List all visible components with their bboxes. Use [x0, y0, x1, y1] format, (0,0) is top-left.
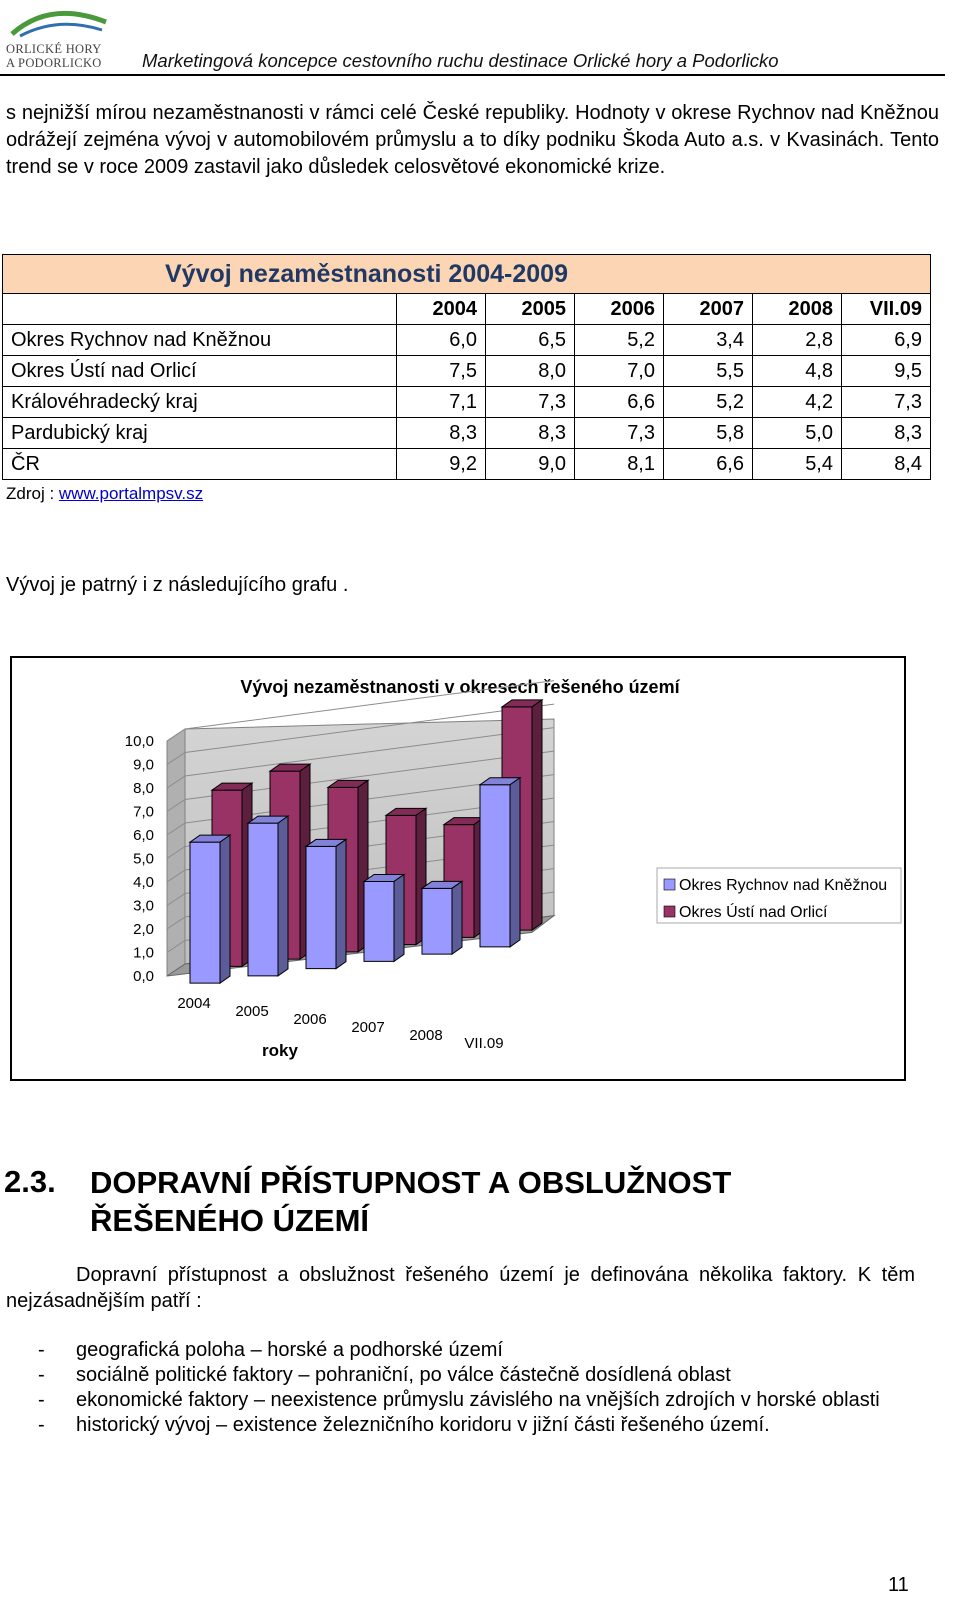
chart-title: Vývoj nezaměstnanosti v okresech řešeného území	[240, 677, 680, 697]
table-cell: 8,3	[486, 418, 575, 449]
table-cell: 9,5	[842, 356, 931, 387]
table-cell: 8,1	[575, 449, 664, 480]
year-header: 2007	[664, 294, 753, 325]
x-tick-label: 2007	[351, 1019, 385, 1036]
chart-bar-side	[220, 835, 230, 983]
table-row	[3, 418, 931, 449]
chart-bar	[480, 785, 510, 947]
page-header	[0, 0, 960, 80]
table-source	[6, 484, 203, 504]
table-cell: 5,2	[575, 325, 664, 356]
page-number: 11	[888, 1574, 909, 1596]
list-item-text: geografická poloha – horské a podhorské území	[76, 1339, 503, 1361]
chart-bar	[422, 888, 452, 954]
y-tick-label: 3,0	[133, 897, 154, 915]
table-cell: 4,8	[753, 356, 842, 387]
y-tick-label: 7,0	[133, 803, 154, 821]
header-divider	[0, 74, 945, 76]
table-cell: 9,2	[397, 449, 486, 480]
row-label: Okres Ústí nad Orlicí	[3, 356, 397, 387]
list-item-text: ekonomické faktory – neexistence průmyslu závislého na vnějších zdrojích v horské oblasti	[76, 1389, 880, 1411]
list-item: - geografická poloha – horské a podhorské území	[38, 1339, 503, 1361]
logo-text-line2: A PODORLICKO	[6, 56, 102, 70]
y-tick-label: 5,0	[133, 850, 154, 868]
table-cell: 7,3	[486, 387, 575, 418]
year-header: 2005	[486, 294, 575, 325]
unemployment-table	[2, 254, 931, 480]
table-cell: 8,3	[397, 418, 486, 449]
table-cell: 5,2	[664, 387, 753, 418]
unemployment-chart	[10, 656, 906, 1081]
factor-list	[0, 1338, 930, 1438]
y-tick-label: 1,0	[133, 944, 154, 962]
chart-intro-text: Vývoj je patrný i z následujícího grafu .	[6, 574, 349, 596]
list-item-text: historický vývoj – existence železničního koridoru v jižní části řešeného území.	[76, 1414, 770, 1436]
table-cell: 2,8	[753, 325, 842, 356]
table-cell: 3,4	[664, 325, 753, 356]
chart-legend	[657, 868, 901, 923]
table-row	[3, 449, 931, 480]
table-cell: 7,3	[842, 387, 931, 418]
list-item: - ekonomické faktory – neexistence průmyslu závislého na vnějších zdrojích v horské oblasti	[38, 1389, 880, 1411]
y-tick-label: 4,0	[133, 874, 154, 891]
chart-bar	[248, 823, 278, 976]
table-header-empty	[3, 294, 397, 325]
table-row	[3, 356, 931, 387]
legend-label-rychnov: Okres Rychnov nad Kněžnou	[679, 877, 888, 894]
table-cell: 8,0	[486, 356, 575, 387]
row-label: ČR	[3, 449, 397, 480]
chart-y-axis	[125, 733, 154, 985]
y-tick-label: 2,0	[133, 921, 154, 938]
legend-label-usti: Okres Ústí nad Orlicí	[679, 904, 828, 921]
chart-bar-side	[532, 700, 542, 930]
x-tick-label: 2004	[177, 995, 211, 1012]
year-header: 2008	[753, 294, 842, 325]
chart-bar-side	[278, 816, 288, 976]
logo-text-line1: ORLICKÉ HORY	[6, 42, 102, 56]
section-number: 2.3.	[4, 1164, 56, 1199]
section-paragraph: Dopravní přístupnost a obslužnost řešeného území je definována několika faktory. K těm nejzásadnějším patří :	[6, 1264, 915, 1312]
chart-bar	[190, 842, 220, 983]
logo-mountains-icon	[10, 4, 110, 38]
table-cell: 7,5	[397, 356, 486, 387]
y-tick-label: 10,0	[124, 733, 154, 750]
table-cell: 7,3	[575, 418, 664, 449]
legend-swatch-rychnov	[664, 879, 675, 890]
year-header: VII.09	[842, 294, 931, 325]
list-item: - sociálně politické faktory – pohraniční, po válce částečně dosídlená oblast	[38, 1364, 731, 1386]
table-cell: 7,0	[575, 356, 664, 387]
y-tick-label: 9,0	[133, 756, 154, 774]
table-cell: 6,0	[397, 325, 486, 356]
table-cell: 4,2	[753, 387, 842, 418]
table-row	[3, 325, 931, 356]
table-cell: 5,5	[664, 356, 753, 387]
chart-x-axis	[177, 995, 503, 1052]
source-label: Zdroj :	[6, 484, 59, 503]
table-cell: 6,9	[842, 325, 931, 356]
table-cell: 6,6	[664, 449, 753, 480]
row-label: Královéhradecký kraj	[3, 387, 397, 418]
table-cell: 5,0	[753, 418, 842, 449]
table-cell: 8,4	[842, 449, 931, 480]
x-tick-label: 2005	[235, 1003, 269, 1020]
year-header: 2006	[575, 294, 664, 325]
table-cell: 5,8	[664, 418, 753, 449]
list-item-text: sociálně politické faktory – pohraniční, po válce částečně dosídlená oblast	[76, 1364, 731, 1386]
x-tick-label: VII.09	[464, 1035, 504, 1052]
logo	[4, 4, 122, 72]
table-cell: 7,1	[397, 387, 486, 418]
table-header-row	[3, 294, 931, 325]
table-cell: 6,6	[575, 387, 664, 418]
chart-bar-side	[510, 778, 520, 947]
row-label: Pardubický kraj	[3, 418, 397, 449]
x-tick-label: 2006	[293, 1011, 327, 1028]
chart-bar-side	[394, 874, 404, 961]
y-tick-label: 0,0	[133, 968, 154, 985]
chart-bar	[306, 846, 336, 968]
chart-canvas	[12, 658, 904, 1079]
y-tick-label: 8,0	[133, 780, 154, 797]
x-tick-label: 2008	[409, 1027, 443, 1044]
x-axis-label: roky	[262, 1041, 298, 1060]
table-title: Vývoj nezaměstnanosti 2004-2009	[3, 255, 931, 294]
chart-bar-side	[452, 881, 462, 954]
intro-paragraph: s nejnižší mírou nezaměstnanosti v rámci celé České republiky. Hodnoty v okrese Rychnov nad Kněžnou odrážejí zejména vývoj v automobilovém průmyslu a to díky podniku Škoda Auto a.s. v Kvasinách. Tento trend se v roce 2009 zastavil jako důsledek celosvětové ekonomické krize.	[6, 102, 939, 178]
table-cell: 5,4	[753, 449, 842, 480]
section-title: DOPRAVNÍ PŘÍSTUPNOST A OBSLUŽNOST ŘEŠENÉHO ÚZEMÍ	[90, 1165, 732, 1238]
chart-bar	[364, 881, 394, 961]
chart-bar-side	[336, 839, 346, 968]
year-header: 2004	[397, 294, 486, 325]
y-tick-label: 6,0	[133, 827, 154, 844]
table-cell: 6,5	[486, 325, 575, 356]
table-title-row	[3, 255, 931, 294]
document-title: Marketingová koncepce cestovního ruchu destinace Orlické hory a Podorlicko	[142, 50, 779, 71]
table-cell: 9,0	[486, 449, 575, 480]
list-item: - historický vývoj – existence železničního koridoru v jižní části řešeného území.	[38, 1414, 770, 1436]
table-cell: 8,3	[842, 418, 931, 449]
legend-swatch-usti	[664, 906, 675, 917]
row-label: Okres Rychnov nad Kněžnou	[3, 325, 397, 356]
table-row	[3, 387, 931, 418]
source-link[interactable]: www.portalmpsv.sz	[58, 484, 204, 503]
